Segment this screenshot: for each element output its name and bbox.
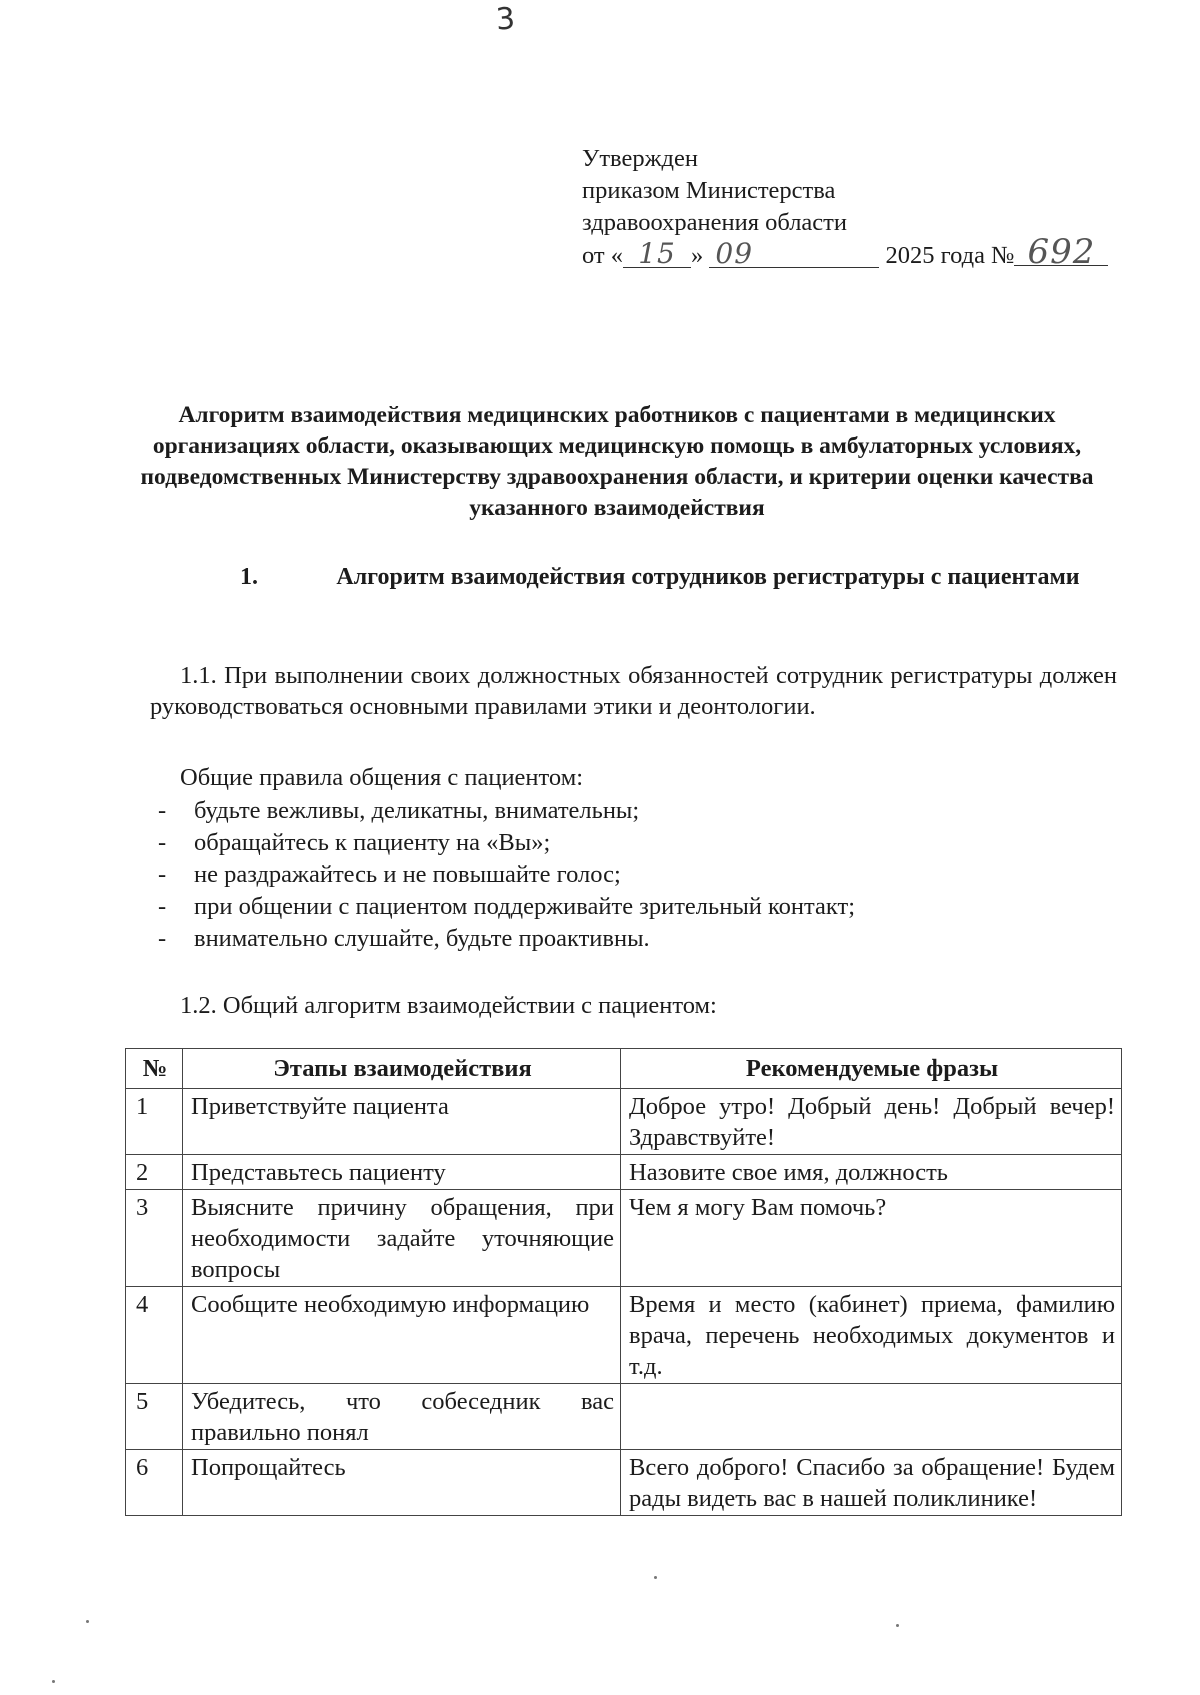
list-item: - внимательно слушайте, будьте проактивны. (150, 923, 855, 955)
algorithm-heading: 1.2. Общий алгоритм взаимодействии с пациентом: (180, 992, 717, 1019)
row-stage: Приветствуйте пациента (183, 1089, 621, 1155)
row-num: 2 (126, 1155, 183, 1190)
row-stage: Сообщите необходимую информацию (183, 1287, 621, 1384)
row-num: 1 (126, 1089, 183, 1155)
bullet-dash: - (158, 829, 167, 856)
table-row (126, 1155, 1122, 1190)
row-phrase: Доброе утро! Добрый день! Добрый вечер! Здравствуйте! (621, 1089, 1122, 1155)
handwritten-day: 15 (623, 241, 691, 268)
scan-speck (654, 1576, 657, 1579)
date-mid: » (691, 242, 704, 269)
scan-speck (52, 1680, 55, 1683)
row-num: 5 (126, 1384, 183, 1450)
section-1-title: Алгоритм взаимодействия сотрудников регистратуры с пациентами (336, 564, 1080, 590)
row-stage: Убедитесь, что собеседник вас правильно понял (183, 1384, 621, 1450)
row-stage: Попрощайтесь (183, 1450, 621, 1516)
row-num: 4 (126, 1287, 183, 1384)
rules-list (150, 795, 855, 955)
section-1-heading (240, 562, 1090, 593)
table-row (126, 1450, 1122, 1516)
approval-stamp (582, 143, 1108, 272)
row-stage: Представьтесь пациенту (183, 1155, 621, 1190)
list-item: - обращайтесь к пациенту на «Вы»; (150, 827, 855, 859)
header-num: № (126, 1049, 183, 1089)
list-item: - при общении с пациентом поддерживайте зрительный контакт; (150, 891, 855, 923)
handwritten-order-number: 692 (1014, 239, 1108, 266)
table-row (126, 1287, 1122, 1384)
rules-heading: Общие правила общения с пациентом: (180, 764, 584, 791)
row-num: 6 (126, 1450, 183, 1516)
page-number: 3 (494, 1, 517, 38)
paragraph-1-1: 1.1. При выполнении своих должностных обязанностей сотрудник регистратуры должен руководствоваться основными правилами этики и деонтологии. (150, 662, 1117, 720)
row-num: 3 (126, 1190, 183, 1287)
algorithm-table (125, 1048, 1122, 1516)
bullet-dash: - (158, 925, 167, 952)
date-prefix: от « (582, 242, 624, 269)
handwritten-month: 09 (709, 241, 879, 268)
bullet-dash: - (158, 893, 167, 920)
approval-date-line (582, 232, 1108, 272)
row-phrase (621, 1384, 1122, 1450)
bullet-dash: - (158, 861, 167, 888)
list-item: - не раздражайтесь и не повышайте голос; (150, 859, 855, 891)
table-row (126, 1190, 1122, 1287)
row-stage: Выясните причину обращения, при необходимости задайте уточняющие вопросы (183, 1190, 621, 1287)
document-title: Алгоритм взаимодействия медицинских работников с пациентами в медицинских организациях области, оказывающих медицинскую помощь в амбулаторных условиях, подведомственных Министерству здравоохранения области, и критерии оценки качества указанного взаимодействия (140, 402, 1094, 521)
approval-line-2: приказом Министерства (582, 177, 836, 204)
table-row (126, 1089, 1122, 1155)
row-phrase: Назовите свое имя, должность (621, 1155, 1122, 1190)
row-phrase: Чем я могу Вам помочь? (621, 1190, 1122, 1287)
table-row (126, 1384, 1122, 1450)
approval-line-3: здравоохранения области (582, 209, 847, 236)
list-item: - будьте вежливы, деликатны, внимательны; (150, 795, 855, 827)
row-phrase: Всего доброго! Спасибо за обращение! Будем рады видеть вас в нашей поликлинике! (621, 1450, 1122, 1516)
scan-speck (86, 1620, 89, 1623)
row-phrase: Время и место (кабинет) приема, фамилию врача, перечень необходимых документов и т.д. (621, 1287, 1122, 1384)
approval-line-1: Утвержден (582, 145, 698, 172)
date-year-text: 2025 года № (885, 242, 1015, 269)
table-header-row (126, 1049, 1122, 1089)
section-1-number: 1. (240, 564, 258, 590)
header-phrase: Рекомендуемые фразы (621, 1049, 1122, 1089)
scan-speck (896, 1624, 899, 1627)
header-stage: Этапы взаимодействия (183, 1049, 621, 1089)
bullet-dash: - (158, 797, 167, 824)
